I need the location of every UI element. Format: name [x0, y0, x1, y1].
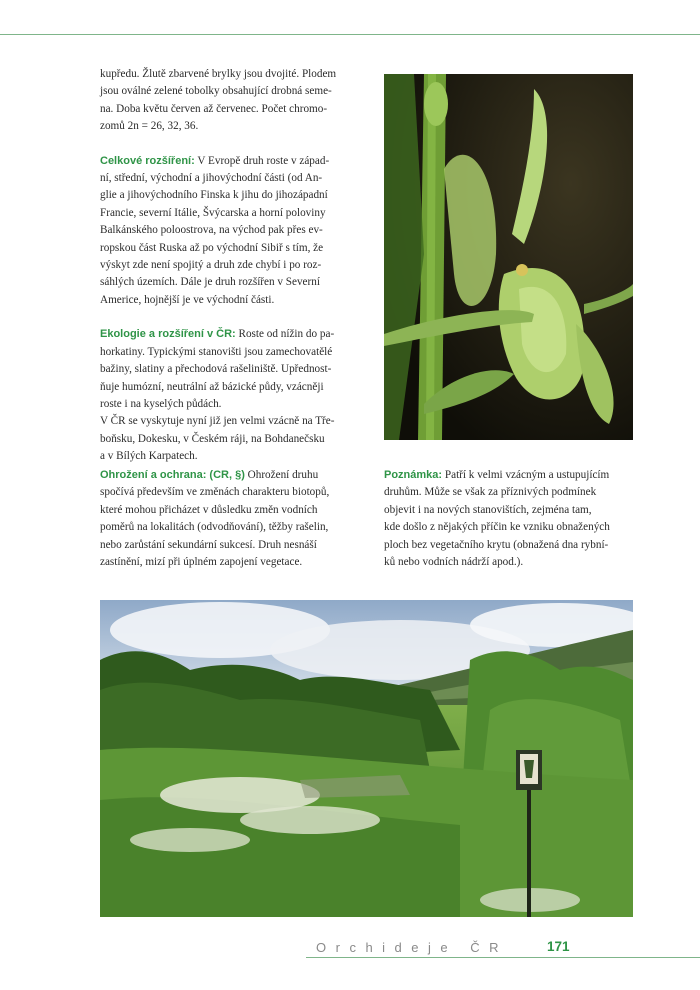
distribution-line: Balkánského poloostrova, na východ pak přes ev- [100, 224, 323, 237]
intro-line: zomů 2n = 26, 32, 36. [100, 120, 199, 133]
note-line: kde došlo z nějakých příčin ke vzniku obnažených [384, 521, 610, 534]
threat-line: které mohou přicházet v důsledku změn vodních [100, 503, 318, 516]
distribution-line: sáhlých územích. Dále je druh rozšířen v Severní [100, 276, 320, 289]
threat-line: zastínění, mizí při úplném zapojení vegetace. [100, 556, 303, 569]
threat-paragraph [100, 467, 352, 571]
distribution-line: V Evropě druh roste v západ- [194, 154, 330, 167]
threat-line: Ohrožení druhu [244, 469, 319, 481]
note-paragraph [384, 467, 633, 571]
note-line: druhům. Může se však za příznivých podmínek [384, 486, 597, 499]
intro-line: jsou oválné zelené tobolky obsahující drobná seme- [100, 85, 332, 98]
ecology-line: Roste od nížin do pa- [235, 328, 335, 341]
distribution-paragraph [100, 153, 352, 310]
bottom-rule [306, 957, 700, 958]
distribution-line: Francie, severní Itálie, Švýcarska a horní poloviny [100, 206, 326, 219]
distribution-line: ropskou část Ruska až po východní Sibiř s tím, že [100, 241, 324, 254]
intro-paragraph [100, 66, 352, 136]
ecology-line: roste i na kyselých půdách. [100, 397, 222, 410]
ecology-line: V ČR se vyskytuje nyní již jen velmi vzácně na Tře- [100, 415, 335, 428]
ecology-line: horkatiny. Typickými stanovišti jsou zamechovatělé [100, 345, 333, 358]
threat-heading: Ohrožení a ochrana: (CR, §) [100, 469, 245, 481]
top-rule [0, 34, 700, 35]
note-heading: Poznámka: [384, 469, 443, 481]
threat-line: nebo zarůstání sekundární sukcesí. Druh nesnáší [100, 538, 317, 551]
note-line: ků nebo vodních nádrží apod.). [384, 556, 524, 569]
distribution-line: výskyt zde není spojitý a druh zde chybí i po roz- [100, 259, 322, 272]
ecology-line: boňsku, Dokesku, v Českém ráji, na Bohdanečsku [100, 432, 325, 445]
ecology-heading: Ekologie a rozšíření v ČR: [100, 328, 236, 341]
note-line: objevit i na nových stanovištích, zejména tam, [384, 503, 592, 516]
note-line: Patří k velmi vzácným a ustupujícím [442, 469, 610, 481]
page-number: 171 [547, 939, 570, 954]
distribution-line: glie a jihovýchodního Finska k jihu do jihozápadní [100, 189, 328, 202]
threat-line: spočívá především ve změnách charakteru biotopů, [100, 486, 330, 499]
ecology-line: ňuje humózní, neutrální až bázické půdy, vzácněji [100, 380, 324, 393]
ecology-paragraph [100, 326, 352, 465]
distribution-line: Americe, hojnější je ve východní části. [100, 293, 275, 306]
publication-title: Orchideje ČR [316, 940, 509, 955]
distribution-heading: Celkové rozšíření: [100, 154, 195, 167]
intro-line: kupředu. Žlutě zbarvené brylky jsou dvojité. Plodem [100, 68, 337, 80]
distribution-line: ní, střední, východní a jihovýchodní části (od An- [100, 172, 323, 185]
meadow-habitat-photo [100, 600, 633, 917]
ecology-line: bažiny, slatiny a přechodová rašeliniště. Upřednost- [100, 363, 332, 376]
orchid-flower-photo [384, 74, 633, 440]
ecology-line: a v Bílých Karpatech. [100, 450, 198, 463]
intro-line: na. Doba květu červen až červenec. Počet chromo- [100, 102, 328, 115]
note-line: ploch bez vegetačního krytu (obnažená dna rybní- [384, 538, 609, 551]
left-column [100, 66, 352, 466]
threat-line: poměrů na lokalitách (odvodňování), těžby rašelin, [100, 521, 329, 534]
